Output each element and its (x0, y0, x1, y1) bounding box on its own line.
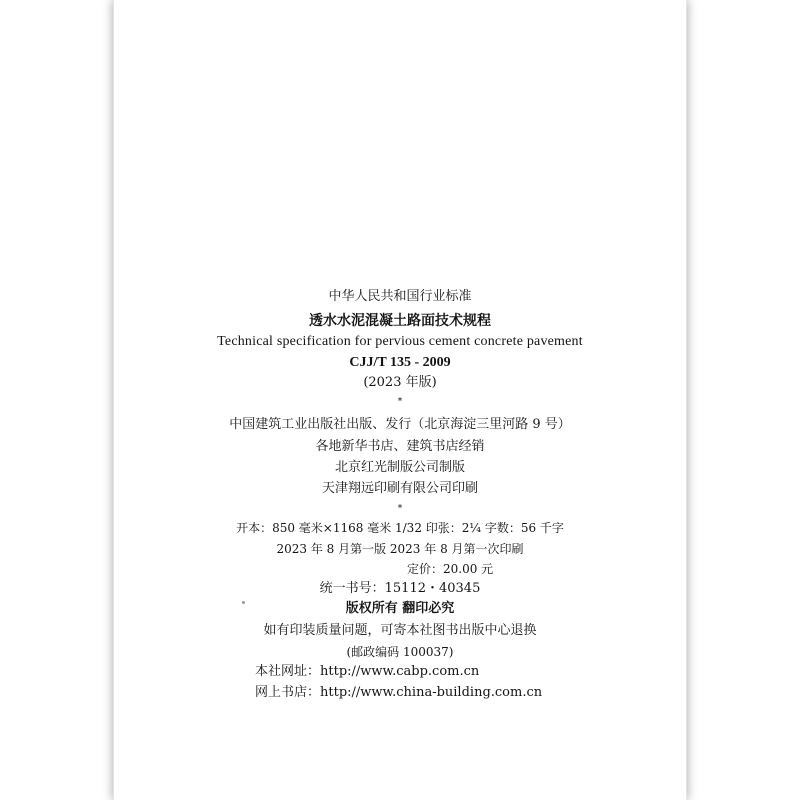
edition-print-line: 2023 年 8 月第一版 2023 年 8 月第一次印刷 (276, 542, 524, 556)
distributor-line: 各地新华书店、建筑书店经销 (315, 439, 485, 454)
printer-line: 天津翔远印刷有限公司印刷 (321, 481, 478, 496)
colophon-page (114, 0, 686, 800)
copyright-line: 版权所有 翻印必究 (345, 601, 455, 616)
plate-maker-line: 北京红光制版公司制版 (334, 460, 465, 475)
separator-star: * (397, 397, 403, 407)
edition-label: (2023 年版) (363, 375, 437, 390)
postcode-line: (邮政编码 100037) (346, 645, 454, 659)
paper-speck (242, 601, 245, 604)
website-line: 本社网址：http://www.cabp.com.cn (255, 664, 480, 679)
standard-code: CJJ/T 135 - 2009 (349, 355, 451, 370)
price-line: 定价：20.00 元 (407, 562, 494, 576)
standard-category: 中华人民共和国行业标准 (328, 289, 472, 304)
isbn-line: 统一书号：15112・40345 (319, 581, 481, 596)
format-line: 开本：850 毫米×1168 毫米 1/32 印张：2¼ 字数：56 千字 (236, 521, 564, 535)
return-notice: 如有印装质量问题，可寄本社图书出版中心退换 (263, 623, 537, 638)
online-store-line: 网上书店：http://www.china-building.com.cn (255, 685, 543, 700)
publisher-line: 中国建筑工业出版社出版、发行（北京海淀三里河路 9 号） (229, 417, 571, 432)
title-chinese: 透水水泥混凝土路面技术规程 (309, 313, 491, 329)
separator-star: * (397, 504, 403, 514)
title-english: Technical specification for pervious cement concrete pavement (217, 334, 583, 349)
